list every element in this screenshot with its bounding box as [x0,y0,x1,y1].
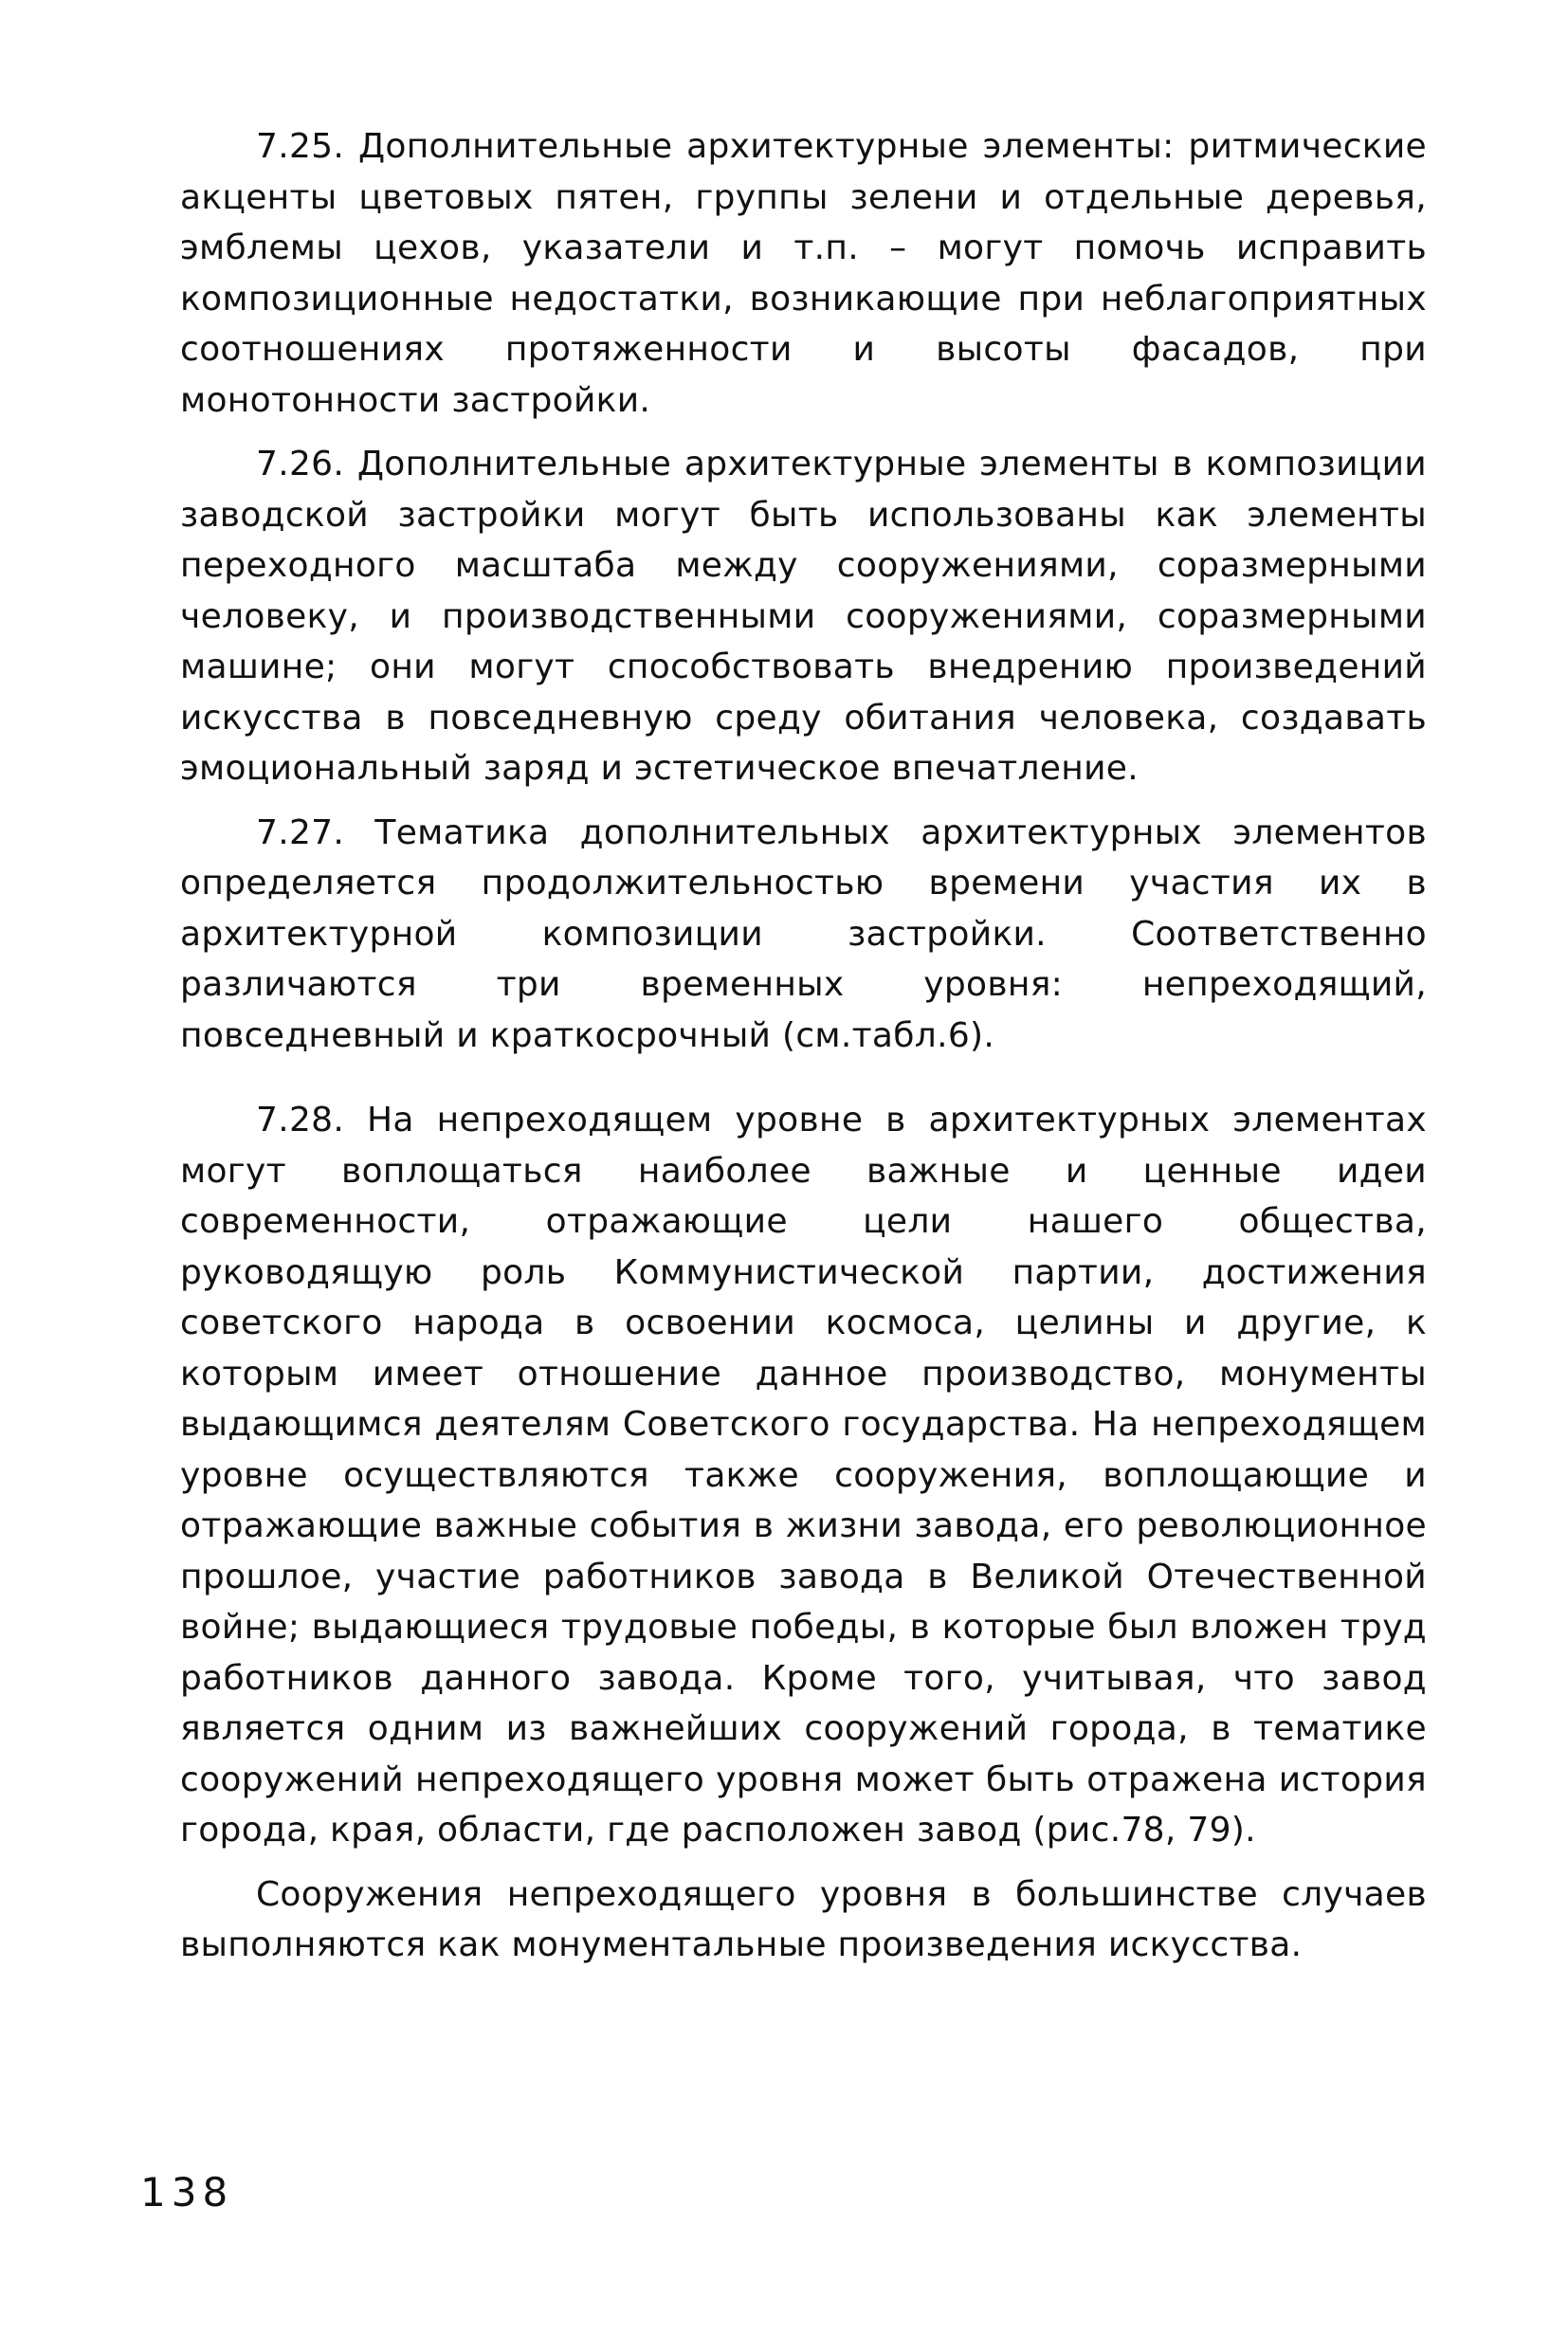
paragraph-7-28: 7.28. На непреходящем уровне в архитектурных элементах могут воплощаться наиболее важные и ценные идеи современности, отражающие цели нашего общества, руководящую роль Коммунистической партии, достижения советского народа в освоении космоса, целины и другие, к которым имеет отношение данное производство, монументы выдающимся деятелям Советского государства. На непреходящем уровне осуществляются также сооружения, воплощающие и отражающие важные события в жизни завода, его революционное прошлое, участие работников завода в Великой Отечественной войне; выдающиеся трудовые победы, в которые был вложен труд работников данного завода. Кроме того, учитывая, что завод является одним из важнейших сооружений города, в тематике сооружений непреходящего уровня может быть отражена история города, края, области, где расположен завод (рис.78, 79). [180,1101,1427,1850]
paragraph-monumental: Сооружения непреходящего уровня в большинстве случаев выполняются как монументальные произведения искусства. [180,1874,1427,1964]
page-number: 138 [140,2169,234,2215]
paragraph-7-26: 7.26. Дополнительные архитектурные элементы в композиции заводской застройки могут быть использованы как элементы переходного масштаба между сооружениями, соразмерными человеку, и производственными сооружениями, соразмерными машине; они могут способствовать внедрению произведений искусства в повседневную среду обитания человека, создавать эмоциональный заряд и эстетическое впечатление. [180,445,1427,788]
paragraph-7-25: 7.25. Дополнительные архитектурные элементы: ритмические акценты цветовых пятен, группы зелени и отдельные деревья, эмблемы цехов, указатели и т.п. – могут помочь исправить композиционные недостатки, возникающие при неблагоприятных соотношениях протяженности и высоты фасадов, при монотонности застройки. [180,127,1427,420]
body-text [180,121,1427,1984]
paragraph-7-27: 7.27. Тематика дополнительных архитектурных элементов определяется продолжительностью времени участия их в архитектурной композиции застройки. Соответственно различаются три временных уровня: непреходящий, повседневный и краткосрочный (см.табл.6). [180,812,1427,1055]
